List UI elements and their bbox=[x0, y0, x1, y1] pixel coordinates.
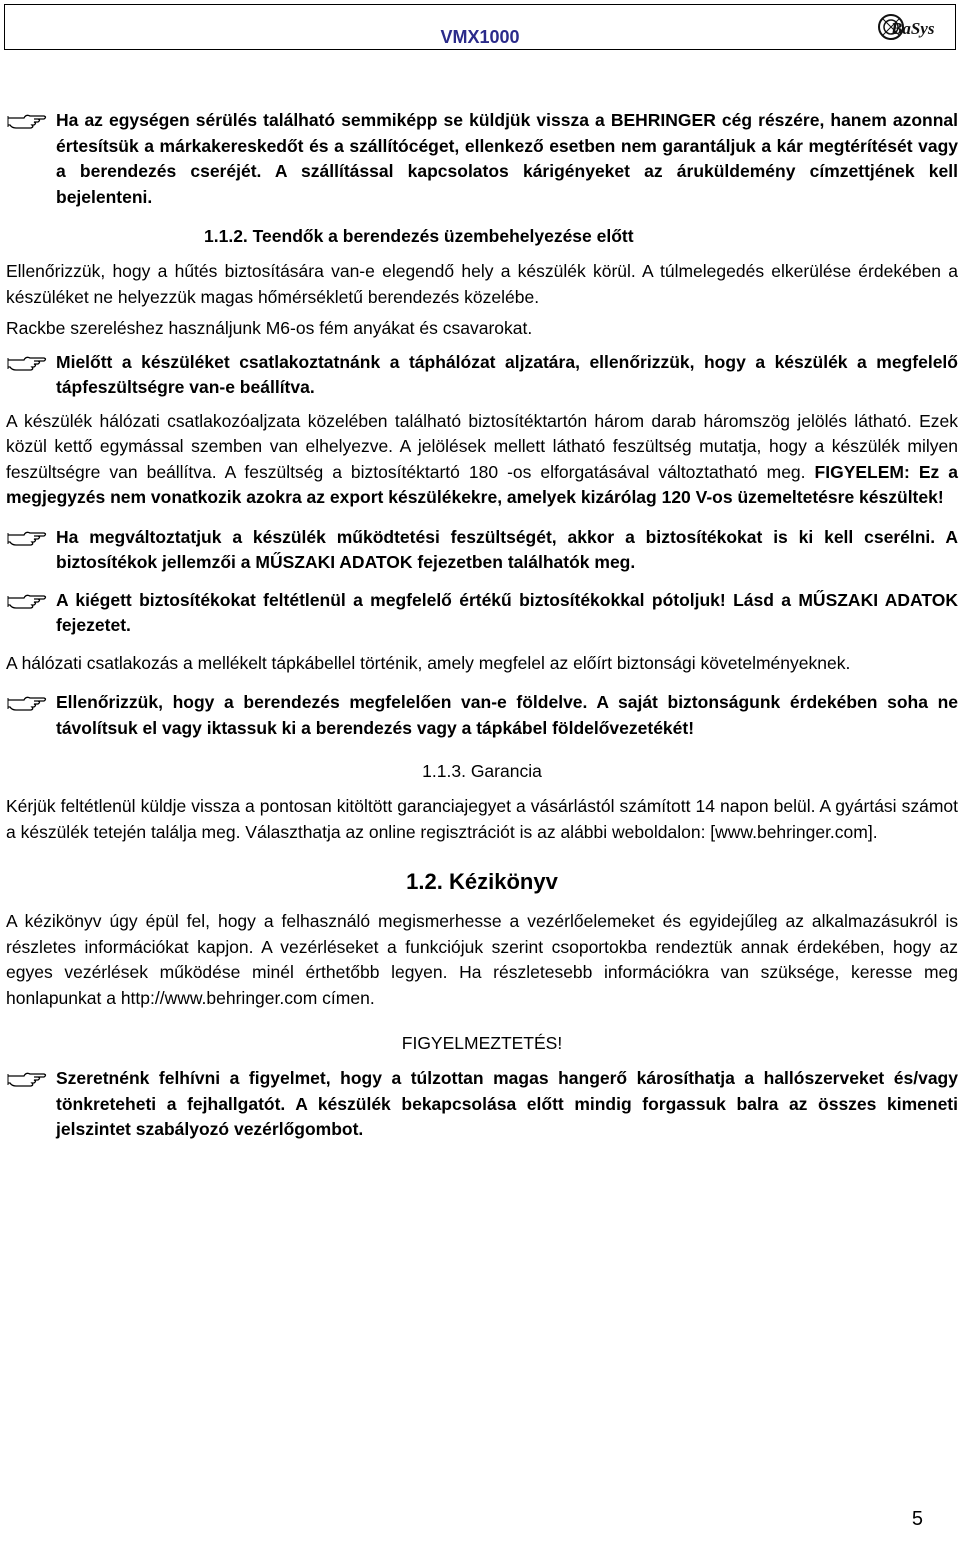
page-number: 5 bbox=[911, 1508, 923, 1530]
section-heading-1-1-3: 1.1.3. Garancia bbox=[422, 761, 542, 781]
note-fuse-change bbox=[6, 525, 958, 576]
paragraph-fuse-holder-warning: FIGYELEM: Ez a megjegyzés nem vonatkozik azokra az export készülékekre, amelyek kizárólag 120 V-os üzemeltetésre készültek! bbox=[6, 461, 958, 507]
section-heading-1-1-2: 1.1.2. Teendők a berendezés üzembehelyezése előtt bbox=[204, 226, 634, 246]
pointing-hand-icon bbox=[6, 1068, 48, 1090]
paragraph-fuse-holder: A készülék hálózati csatlakozóaljzata közelében található biztosítéktartón három darab háromszög jelölés látható. Ezek közül kettő egymással szemben van elhelyezve. A jelölések mellett látható feszültség mutatja, hogy a készülék milyen feszültségre van beállítva. A feszültség a biztosítéktartó 180 -os elforgatásával változtatható meg. FIGYELEM: Ez a megjegyzés nem vonatkozik azokra az export készülékekre, amelyek kizárólag 120 V-os üzemeltetésre készültek! bbox=[6, 410, 958, 507]
basys-logo bbox=[875, 9, 949, 45]
paragraph-rack-mount: Rackbe szereléshez használjunk M6-os fém anyákat és csavarokat. bbox=[6, 318, 533, 338]
note-grounding-text: Ellenőrizzük, hogy a berendezés megfelelően van-e földelve. A saját biztonságunk érdekében soha ne távolítsuk el vagy iktassuk ki a berendezés vagy a tápkábel földelővezetékét! bbox=[56, 692, 958, 738]
paragraph-cooling: Ellenőrizzük, hogy a hűtés biztosítására van-e elegendő hely a készülék körül. A túlmelegedés elkerülése érdekében a készüléket ne helyezzük magas hőmérsékletű berendezés közelébe. bbox=[6, 261, 958, 307]
paragraph-warranty: Kérjük feltétlenül küldje vissza a pontosan kitöltött garanciajegyet a vásárlástól számított 14 napon belül. A gyártási számot a készülék tetején találja meg. Választhatja az online regisztrációt is az alábbi weboldalon: [www.behringer.com]. bbox=[6, 796, 958, 842]
pointing-hand-icon bbox=[6, 110, 48, 132]
page-content bbox=[6, 108, 958, 1143]
note-hearing-text: Szeretnénk felhívni a figyelmet, hogy a túlzottan magas hangerő károsíthatja a hallószerveket és/vagy tönkreteheti a fejhallgatót. A készülék bekapcsolása előtt mindig forgassuk balra az összes kimeneti jelszintet szabályozó vezérlőgombot. bbox=[56, 1068, 958, 1139]
paragraph-manual: A kézikönyv úgy épül fel, hogy a felhasználó megismerhesse a vezérlőelemeket és egyidejűleg az alkalmazásukról is részletes információkat kapjon. A vezérléseket a funkciójuk szerint csoportokba rendeztük annak érdekében, hogy az egyes vezérlések működése minél érthetőbb legyen. Ha részletesebb információkra van szüksége, keresse meg honlapunkat a http://www.behringer.com címen. bbox=[6, 911, 958, 1008]
note-grounding bbox=[6, 690, 958, 741]
pointing-hand-icon bbox=[6, 527, 48, 549]
note-damage bbox=[6, 108, 958, 210]
pointing-hand-icon bbox=[6, 590, 48, 612]
note-fuse-change-text: Ha megváltoztatjuk a készülék működtetési feszültségét, akkor a biztosítékokat is ki kell cserélni. A biztosítékok jellemzői a MŰSZAKI ADATOK fejezetben találhatók meg. bbox=[56, 526, 958, 572]
paragraph-power-cable: A hálózati csatlakozás a mellékelt tápkábellel történik, amely megfelel az előírt biztonsági követelményeknek. bbox=[6, 652, 851, 673]
section-heading-1-2: 1.2. Kézikönyv bbox=[406, 869, 558, 894]
pointing-hand-icon bbox=[6, 352, 48, 374]
note-voltage-check bbox=[6, 350, 958, 401]
page-header bbox=[4, 4, 956, 50]
note-fuse-replace bbox=[6, 588, 958, 639]
note-voltage-check-text: Mielőtt a készüléket csatlakoztatnánk a táphálózat aljzatára, ellenőrizzük, hogy a készülék a megfelelő tápfeszültségre van-e beállítva. bbox=[56, 351, 958, 397]
warning-heading: FIGYELMEZTETÉS! bbox=[401, 1033, 563, 1053]
pointing-hand-icon bbox=[6, 692, 48, 714]
note-damage-text: Ha az egységen sérülés található semmiképp se küldjük vissza a BEHRINGER cég részére, hanem azonnal értesítsük a márkakereskedőt és a szállítócéget, ellenkező esetben nem garantáljuk a kár megtérítését vagy a berendezés cseréjét. A szállítással kapcsolatos kárigényeket az áruküldemény címzettjének kell bejelenteni. bbox=[56, 110, 958, 207]
note-hearing bbox=[6, 1066, 958, 1143]
note-fuse-replace-text: A kiégett biztosítékokat feltétlenül a megfelelő értékű biztosítékokkal pótoljuk! Lásd a MŰSZAKI ADATOK fejezetet. bbox=[56, 589, 958, 635]
document-title: VMX1000 bbox=[440, 27, 520, 47]
logo-text: BaSys bbox=[891, 19, 935, 38]
